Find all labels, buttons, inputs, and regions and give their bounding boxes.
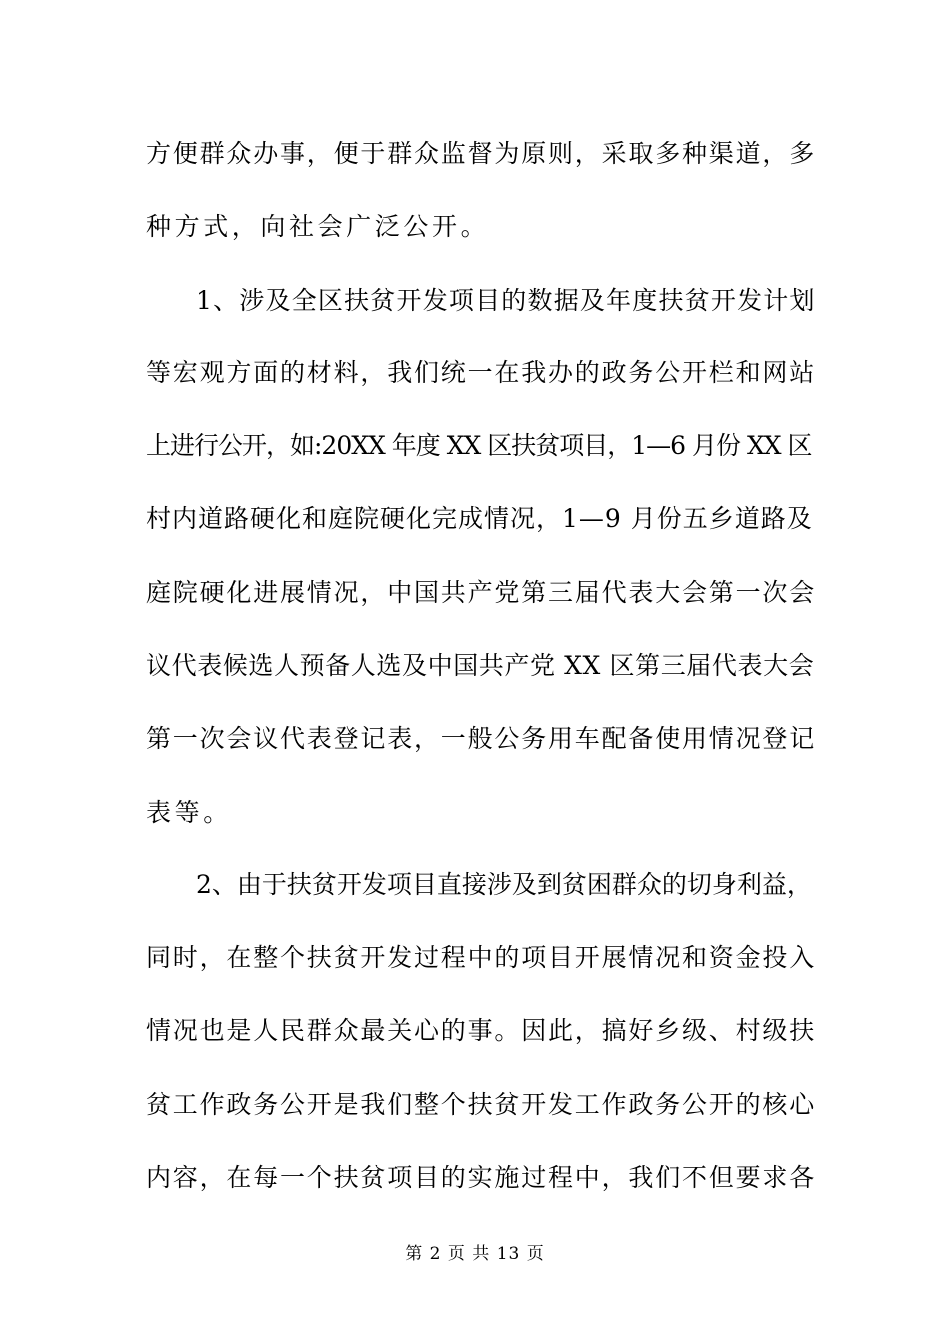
text-line: 上进行公开，如:20XX 年度 XX 区扶贫项目，1—6 月份 XX 区 [146, 431, 812, 460]
text-line: 贫工作政务公开是我们整个扶贫开发工作政务公开的核心 [146, 1090, 817, 1119]
paragraph-start-line: 1、涉及全区扶贫开发项目的数据及年度扶贫开发计划 [196, 286, 816, 315]
text-line: 第一次会议代表登记表，一般公务用车配备使用情况登记 [146, 724, 817, 753]
text-line: 村内道路硬化和庭院硬化完成情况，1—9 月份五乡道路及 [146, 504, 813, 533]
paragraph-start-line: 2、由于扶贫开发项目直接涉及到贫困群众的切身利益， [196, 870, 812, 899]
page-number-footer: 第 2 页 共 13 页 [405, 1244, 545, 1264]
text-line: 种方式，向社会广泛公开。 [146, 212, 490, 241]
text-line: 表等。 [146, 798, 232, 827]
text-line: 同时，在整个扶贫开发过程中的项目开展情况和资金投入 [146, 943, 817, 972]
text-line: 议代表候选人预备人选及中国共产党 XX 区第三届代表大会 [146, 651, 815, 680]
text-line: 内容，在每一个扶贫项目的实施过程中，我们不但要求各 [146, 1163, 817, 1192]
text-line: 情况也是人民群众最关心的事。因此，搞好乡级、村级扶 [146, 1016, 817, 1045]
text-line: 庭院硬化进展情况，中国共产党第三届代表大会第一次会 [146, 578, 817, 607]
text-line: 方便群众办事，便于群众监督为原则，采取多种渠道，多 [146, 139, 817, 168]
text-line: 等宏观方面的材料，我们统一在我办的政务公开栏和网站 [146, 358, 817, 387]
